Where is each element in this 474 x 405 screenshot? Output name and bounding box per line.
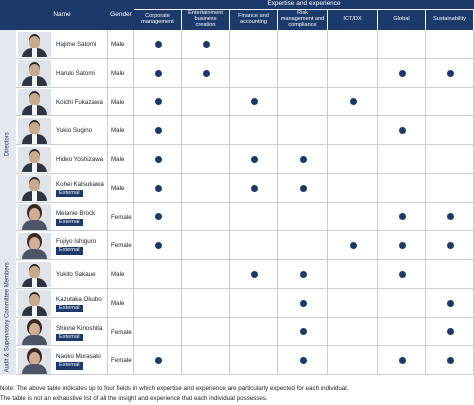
expertise-cell bbox=[328, 30, 378, 59]
expertise-dot bbox=[447, 70, 454, 77]
expertise-cell bbox=[230, 203, 278, 232]
expertise-dot bbox=[300, 271, 307, 278]
name-column-header: Name bbox=[16, 0, 108, 30]
field-header-sustainability: Sustainability bbox=[426, 10, 474, 30]
member-photo bbox=[18, 233, 51, 259]
expertise-cell bbox=[182, 116, 230, 145]
member-gender: Male bbox=[111, 41, 125, 48]
member-name: Kohei Katsukawa bbox=[56, 180, 104, 188]
field-header-entertainment-business-creation: Entertainment business creation bbox=[182, 10, 230, 30]
member-gender: Female bbox=[111, 328, 132, 336]
member-photo bbox=[18, 348, 51, 374]
expertise-dot bbox=[155, 98, 162, 105]
expertise-dot bbox=[399, 213, 406, 220]
expertise-cell bbox=[328, 318, 378, 347]
expertise-cell bbox=[328, 289, 378, 318]
external-badge: External bbox=[56, 190, 83, 198]
expertise-cell bbox=[328, 59, 378, 88]
external-badge: External bbox=[56, 305, 83, 313]
expertise-cell bbox=[426, 30, 474, 59]
expertise-dot bbox=[350, 242, 357, 249]
expertise-dot bbox=[399, 127, 406, 134]
member-gender: Male bbox=[111, 184, 125, 192]
field-header-risk-management-and-compliance: Risk management and compliance bbox=[278, 10, 328, 30]
member-gender: Female bbox=[111, 242, 132, 250]
group-header-blank bbox=[0, 0, 16, 30]
member-name: Shione Kinoshita bbox=[56, 324, 103, 332]
expertise-cell bbox=[426, 260, 474, 289]
expertise-dot bbox=[155, 41, 162, 48]
field-header-global: Global bbox=[378, 10, 426, 30]
directors-group-text: Directors bbox=[4, 132, 11, 157]
field-header-finance-and-accounting: Finance and accounting bbox=[230, 10, 278, 30]
expertise-dot bbox=[300, 357, 307, 364]
gender-column-header: Gender bbox=[108, 0, 134, 30]
member-photo bbox=[18, 204, 51, 230]
expertise-dot bbox=[155, 127, 162, 134]
member-name: Hajime Satomi bbox=[56, 41, 97, 48]
expertise-cell bbox=[134, 289, 182, 318]
expertise-cell bbox=[182, 145, 230, 174]
member-gender: Male bbox=[111, 69, 125, 77]
expertise-dot bbox=[251, 98, 258, 105]
expertise-dot bbox=[447, 213, 454, 220]
expertise-cell bbox=[182, 260, 230, 289]
expertise-dot bbox=[300, 185, 307, 192]
field-header-corporate-management: Corporate management bbox=[134, 10, 182, 30]
expertise-dot bbox=[300, 156, 307, 163]
expertise-cell bbox=[328, 174, 378, 203]
expertise-cell bbox=[328, 116, 378, 145]
member-photo bbox=[18, 32, 51, 58]
member-photo bbox=[18, 60, 51, 86]
expertise-cell bbox=[182, 289, 230, 318]
expertise-dot bbox=[155, 357, 162, 364]
expertise-cell bbox=[278, 116, 328, 145]
expertise-dot bbox=[155, 185, 162, 192]
expertise-dot bbox=[203, 70, 210, 77]
member-gender: Male bbox=[111, 271, 125, 278]
expertise-dot bbox=[300, 300, 307, 307]
expertise-dot bbox=[155, 156, 162, 163]
expertise-cell bbox=[182, 88, 230, 117]
member-photo bbox=[18, 262, 51, 288]
member-name: Koichi Fukazawa bbox=[56, 98, 103, 106]
expertise-cell bbox=[328, 145, 378, 174]
expertise-cell bbox=[278, 30, 328, 59]
expertise-cell bbox=[278, 88, 328, 117]
member-photo bbox=[18, 319, 51, 345]
expertise-cell bbox=[378, 174, 426, 203]
expertise-cell bbox=[182, 231, 230, 260]
expertise-cell bbox=[182, 318, 230, 347]
member-gender: Male bbox=[111, 156, 125, 163]
expertise-cell bbox=[230, 289, 278, 318]
member-photo bbox=[18, 89, 51, 115]
expertise-dot bbox=[399, 70, 406, 77]
expertise-dot bbox=[251, 156, 258, 163]
external-badge: External bbox=[56, 362, 83, 370]
external-badge: External bbox=[56, 334, 83, 342]
audit-committee-group-text: Audit & Supervisory Committee Members bbox=[4, 261, 11, 373]
expertise-cell bbox=[182, 203, 230, 232]
expertise-cell bbox=[328, 260, 378, 289]
expertise-cell bbox=[426, 88, 474, 117]
note-line-1: Note: The above table indicates up to four fields in which expertise and experience are particularly expected for each individual. bbox=[0, 385, 349, 392]
expertise-cell bbox=[182, 174, 230, 203]
directors-group-label bbox=[0, 30, 16, 259]
expertise-cell bbox=[134, 318, 182, 347]
expertise-dot bbox=[155, 70, 162, 77]
expertise-cell bbox=[378, 145, 426, 174]
member-name: Melanie Brock bbox=[56, 209, 96, 217]
expertise-cell bbox=[278, 59, 328, 88]
member-name: Fujiyo Ishiguro bbox=[56, 238, 97, 246]
expertise-dot bbox=[300, 328, 307, 335]
member-gender: Male bbox=[111, 98, 125, 106]
expertise-dot bbox=[447, 328, 454, 335]
expertise-cell bbox=[328, 203, 378, 232]
expertise-cell bbox=[426, 116, 474, 145]
expertise-header: Expertise and experience bbox=[134, 0, 474, 10]
expertise-dot bbox=[251, 271, 258, 278]
expertise-cell bbox=[378, 318, 426, 347]
expertise-cell bbox=[134, 260, 182, 289]
member-name: Haruki Satomi bbox=[56, 69, 95, 77]
field-header-ict-dx: ICT/DX bbox=[328, 10, 378, 30]
member-photo bbox=[18, 175, 51, 201]
expertise-cell bbox=[378, 88, 426, 117]
expertise-dot bbox=[399, 242, 406, 249]
external-badge: External bbox=[56, 219, 83, 227]
expertise-cell bbox=[278, 203, 328, 232]
expertise-dot bbox=[447, 242, 454, 249]
expertise-dot bbox=[399, 271, 406, 278]
expertise-dot bbox=[155, 242, 162, 249]
expertise-cell bbox=[230, 116, 278, 145]
member-gender: Female bbox=[111, 357, 132, 365]
member-name: Naoko Murasaki bbox=[56, 353, 101, 361]
member-photo bbox=[18, 147, 51, 173]
expertise-cell bbox=[278, 231, 328, 260]
member-name: Yukio Sugino bbox=[56, 127, 93, 135]
expertise-cell bbox=[328, 346, 378, 375]
expertise-dot bbox=[447, 357, 454, 364]
member-gender: Male bbox=[111, 127, 125, 135]
expertise-dot bbox=[399, 357, 406, 364]
member-photo bbox=[18, 290, 51, 316]
member-photo bbox=[18, 118, 51, 144]
member-name: Kazutaka Okubo bbox=[56, 295, 102, 303]
expertise-cell bbox=[230, 59, 278, 88]
expertise-dot bbox=[203, 41, 210, 48]
expertise-dot bbox=[251, 185, 258, 192]
member-gender: Female bbox=[111, 213, 132, 221]
expertise-dot bbox=[447, 300, 454, 307]
expertise-cell bbox=[182, 346, 230, 375]
expertise-cell bbox=[230, 231, 278, 260]
expertise-cell bbox=[426, 145, 474, 174]
expertise-cell bbox=[378, 289, 426, 318]
member-name: Yukito Sakaue bbox=[56, 271, 96, 278]
member-name: Hideo Yoshizawa bbox=[56, 156, 104, 163]
audit-committee-group-label bbox=[0, 259, 16, 375]
note-line-2: The table is not an exhaustive list of all the insight and experience that each individual possesses. bbox=[0, 395, 268, 402]
expertise-cell bbox=[230, 346, 278, 375]
expertise-cell bbox=[230, 30, 278, 59]
external-badge: External bbox=[56, 247, 83, 255]
expertise-dot bbox=[155, 213, 162, 220]
expertise-dot bbox=[350, 98, 357, 105]
expertise-cell bbox=[378, 30, 426, 59]
member-gender: Male bbox=[111, 299, 125, 307]
expertise-cell bbox=[426, 174, 474, 203]
expertise-cell bbox=[230, 318, 278, 347]
